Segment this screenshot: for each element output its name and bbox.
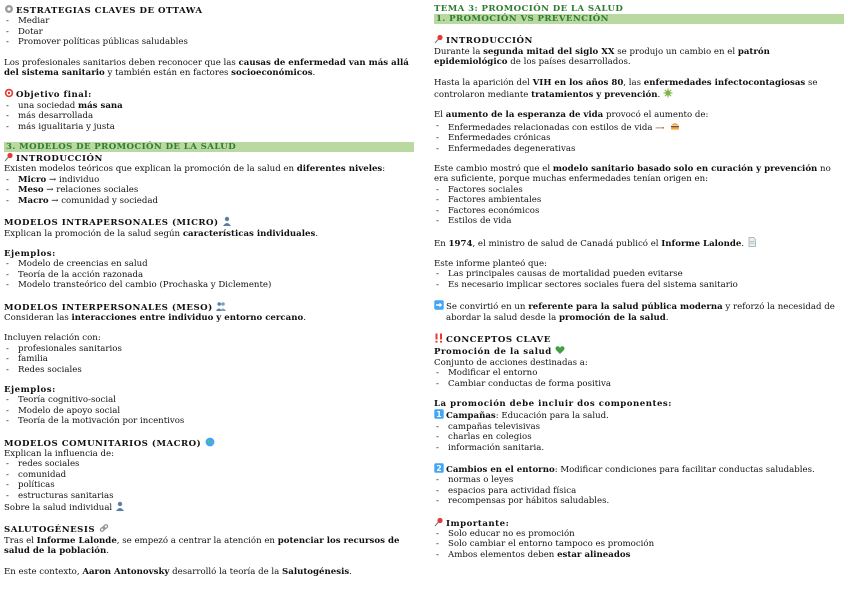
list-item: - Factores ambientales	[434, 195, 844, 205]
ottawa-list	[4, 16, 414, 47]
list-item: - Micro → individuo	[4, 175, 414, 185]
list-item: - espacios para actividad física	[434, 486, 844, 496]
list-item: - Es necesario implicar sectores sociales fuera del sistema sanitario	[434, 280, 844, 290]
arrow-right-icon	[434, 300, 444, 310]
list-item: - políticas	[4, 480, 414, 490]
keycap-2-icon	[434, 463, 444, 473]
list-item: - más desarrollada	[4, 111, 414, 121]
intro-heading: INTRODUCCIÓN	[4, 152, 414, 164]
micro-list	[4, 259, 414, 290]
list-item: - Macro → comunidad y sociedad	[4, 196, 414, 206]
objetivo-heading: Objetivo final:	[4, 88, 414, 100]
meso-incluyen-list	[4, 344, 414, 375]
aumento-list	[434, 121, 844, 154]
list-item: - familia	[4, 354, 414, 364]
right-column	[434, 4, 844, 560]
promocion-paragraph: Conjunto de acciones destinadas a:	[434, 357, 588, 368]
list-item: - más igualitaria y justa	[4, 122, 414, 132]
target-icon	[4, 88, 14, 98]
person-icon	[115, 501, 125, 511]
list-item: - Ambos elementos deben estar alineados	[434, 550, 844, 560]
levels-list	[4, 175, 414, 206]
svg-text:1: 1	[436, 410, 442, 420]
people-icon	[216, 301, 226, 311]
meso-paragraph: Consideran las interacciones entre individuo y entorno cercano.	[4, 312, 306, 323]
list-item: - Teoría de la acción razonada	[4, 270, 414, 280]
micro-paragraph: Explican la promoción de la salud según características individuales.	[4, 228, 319, 239]
link-icon	[99, 523, 109, 533]
saluto-paragraph-2: En este contexto, Aaron Antonovsky desarrolló la teoría de la Salutogénesis.	[4, 566, 352, 577]
objetivo-list	[4, 101, 414, 132]
micro-heading: MODELOS INTRAPERSONALES (MICRO)	[4, 216, 414, 228]
meso-list	[4, 395, 414, 426]
informe-paragraph: Este informe planteó que:	[434, 258, 548, 269]
smoking-icon	[655, 121, 665, 131]
campanas-list	[434, 422, 844, 453]
exclamation-icon	[434, 333, 444, 343]
virus-icon	[663, 88, 673, 98]
factores-list	[434, 185, 844, 227]
list-item: - Promover políticas públicas saludables	[4, 37, 414, 47]
list-item: - campañas televisivas	[434, 422, 844, 432]
lalonde-paragraph: En 1974, el ministro de salud de Canadá publicó el Informe Lalonde.	[434, 237, 844, 249]
list-item: - Modelo transteórico del cambio (Prochaska y Diclemente)	[4, 280, 414, 290]
list-item: - redes sociales	[4, 459, 414, 469]
person-icon	[222, 216, 232, 226]
list-item: - Modificar el entorno	[434, 368, 844, 378]
list-item: - información sanitaria.	[434, 443, 844, 453]
list-item: - Mediar	[4, 16, 414, 26]
componentes-heading: La promoción debe incluir dos componentes:	[434, 398, 672, 409]
importante-heading: Importante:	[434, 517, 844, 529]
list-item: - normas o leyes	[434, 475, 844, 485]
list-item: - profesionales sanitarios	[4, 344, 414, 354]
list-item: - estructuras sanitarias	[4, 491, 414, 501]
promocion-list	[434, 368, 844, 389]
list-item: - comunidad	[4, 470, 414, 480]
list-item: - Enfermedades degenerativas	[434, 144, 844, 154]
list-item: - Teoría de la motivación por incentivos	[4, 416, 414, 426]
list-item: - Dotar	[4, 27, 414, 37]
left-column	[4, 4, 414, 577]
saluto-paragraph: Tras el Informe Lalonde, se empezó a centrar la atención en potenciar los recursos de salud de la población.	[4, 535, 400, 557]
list-item: - charlas en colegios	[434, 432, 844, 442]
ottawa-paragraph: Los profesionales sanitarios deben reconocer que las causas de enfermedad van más allá del sistema sanitario y también están en factores socioeconómicos.	[4, 57, 409, 79]
list-item: - Solo cambiar el entorno tampoco es promoción	[434, 539, 844, 549]
intro-heading: INTRODUCCIÓN	[434, 34, 844, 46]
tema-title: TEMA 3: PROMOCIÓN DE LA SALUD	[434, 4, 624, 14]
meso-incluyen: Incluyen relación con:	[4, 333, 101, 344]
globe-icon	[205, 437, 215, 447]
pushpin-icon	[434, 34, 444, 44]
list-item: - Teoría cognitivo-social	[4, 395, 414, 405]
macro-end: Sobre la salud individual	[4, 501, 414, 513]
list-item: - una sociedad más sana	[4, 101, 414, 111]
list-item: - Estilos de vida	[434, 216, 844, 226]
componente-2: 2 Cambios en el entorno: Modificar condiciones para facilitar conductas saludables.	[434, 463, 844, 475]
intro-paragraph-1: Durante la segunda mitad del siglo XX se produjo un cambio en el patrón epidemiológico de los países desarrollados.	[434, 46, 770, 68]
componente-1: 1 Campañas: Educación para la salud.	[434, 409, 844, 421]
document-icon	[747, 237, 757, 247]
promocion-heading: Promoción de la salud	[434, 345, 844, 357]
list-item: - Modelo de apoyo social	[4, 406, 414, 416]
gear-icon	[4, 4, 14, 14]
importante-list	[434, 529, 844, 560]
ottawa-heading: ESTRATEGIAS CLAVES DE OTTAWA	[4, 4, 414, 16]
saluto-heading: SALUTOGÉNESIS	[4, 523, 414, 535]
conceptos-heading: CONCEPTOS CLAVE	[434, 333, 844, 345]
svg-text:2: 2	[436, 464, 442, 473]
list-item: - Redes sociales	[4, 365, 414, 375]
keycap-1-icon	[434, 409, 444, 419]
list-item: - Las principales causas de mortalidad pueden evitarse	[434, 269, 844, 279]
list-item: - Factores económicos	[434, 206, 844, 216]
list-item: - Enfermedades relacionadas con estilos de vida	[434, 121, 844, 133]
pushpin-icon	[434, 517, 444, 527]
entorno-list	[434, 475, 844, 506]
intro-paragraph-3: El aumento de la esperanza de vida provocó el aumento de:	[434, 110, 709, 121]
list-item: - Modelo de creencias en salud	[4, 259, 414, 269]
intro-paragraph: Existen modelos teóricos que explican la promoción de la salud en diferentes niveles:	[4, 164, 386, 175]
informe-list	[434, 269, 844, 290]
pushpin-icon	[4, 152, 14, 162]
list-item: - Cambiar conductas de forma positiva	[434, 379, 844, 389]
intro-paragraph-4: Este cambio mostró que el modelo sanitario basado solo en curación y prevención no era suficiente, porque muchas enfermedades tenían origen en:	[434, 164, 831, 185]
list-item: - recompensas por hábitos saludables.	[434, 496, 844, 506]
macro-heading: MODELOS COMUNITARIOS (MACRO)	[4, 437, 414, 449]
section-3-bar: 3. MODELOS DE PROMOCIÓN DE LA SALUD	[4, 142, 414, 152]
list-item: - Enfermedades crónicas	[434, 133, 844, 143]
section-1-bar: 1. PROMOCIÓN VS PREVENCIÓN	[434, 14, 844, 24]
referente-paragraph: Se convirtió en un referente para la salud pública moderna y reforzó la necesidad de abordar la salud desde la promoción de la salud.	[434, 300, 844, 323]
macro-paragraph: Explican la influencia de:	[4, 449, 114, 459]
ejemplos-heading: Ejemplos:	[4, 384, 56, 395]
macro-list	[4, 459, 414, 501]
ejemplos-heading: Ejemplos:	[4, 248, 56, 259]
burger-icon	[670, 121, 680, 131]
list-item: - Meso → relaciones sociales	[4, 185, 414, 195]
list-item: - Factores sociales	[434, 185, 844, 195]
list-item: - Solo educar no es promoción	[434, 529, 844, 539]
intro-paragraph-2: Hasta la aparición del VIH en los años 80, las enfermedades infectocontagiosas se controlaron mediante tratamientos y prevención.	[434, 77, 818, 101]
meso-heading: MODELOS INTERPERSONALES (MESO)	[4, 301, 414, 313]
green-heart-icon	[555, 345, 565, 355]
